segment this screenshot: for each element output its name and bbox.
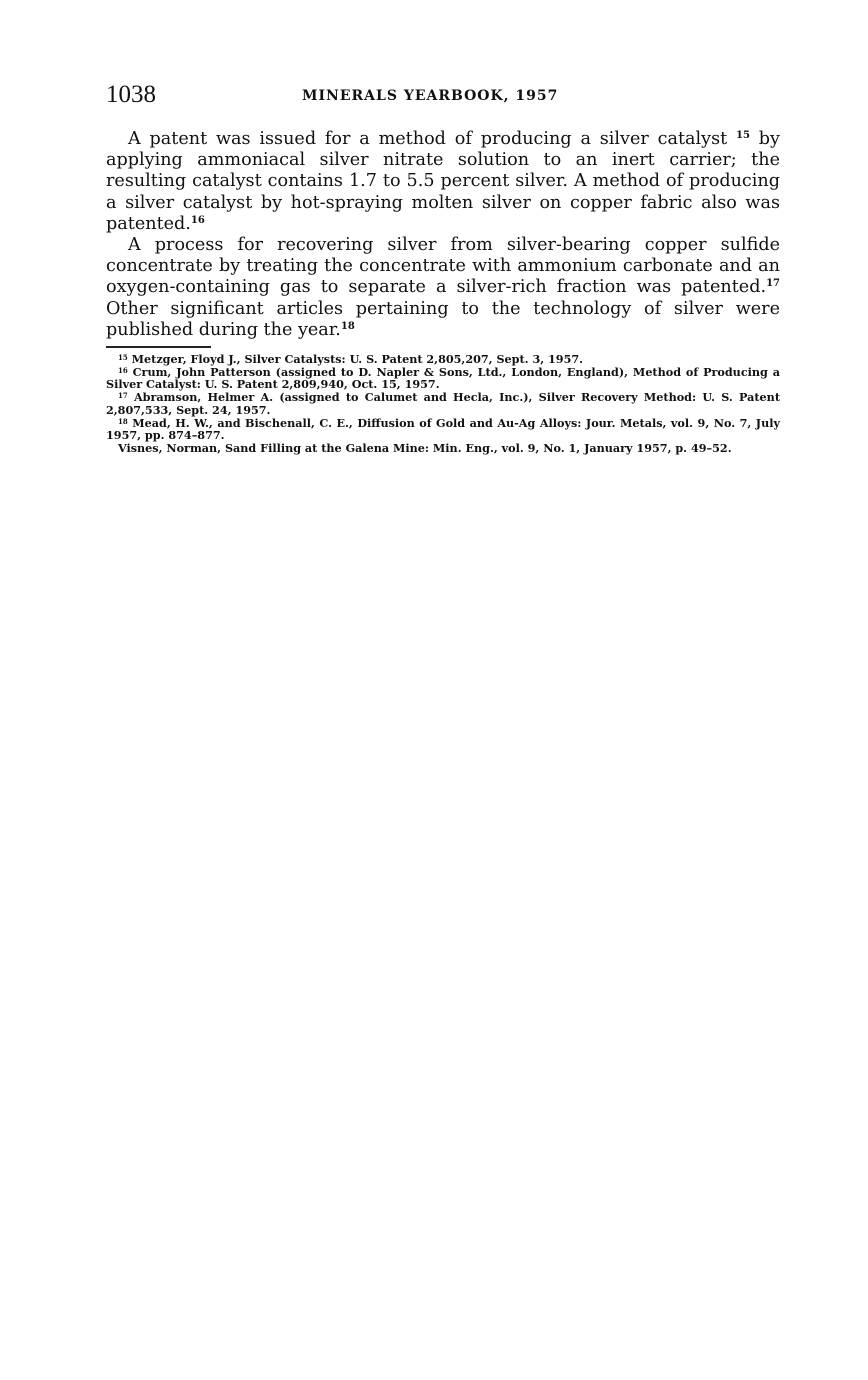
footnote-text: Metzger, Floyd J., Silver Catalysts: U. S. Patent 2,805,207, Sept. 3, 1957. bbox=[131, 352, 584, 366]
paragraph-text: Other significant articles pertaining to the technology of silver were published during the year. bbox=[106, 298, 780, 340]
footnote-ref: 15 bbox=[736, 130, 750, 141]
paragraph bbox=[106, 235, 780, 341]
footnote-number: 18 bbox=[118, 416, 128, 426]
paragraph-text: by applying ammoniacal silver nitrate solution to an inert carrier; the resulting catalyst contains 1.7 to 5.5 percent silver. A method of producing a silver catalyst by hot-spraying molten silver on copper fabric also was patented. bbox=[106, 129, 780, 234]
paragraph-text: A patent was issued for a method of producing a silver catalyst bbox=[128, 129, 728, 149]
footnote bbox=[106, 391, 780, 416]
page-number: 1038 bbox=[106, 81, 156, 108]
footnote bbox=[106, 417, 780, 442]
footnotes bbox=[106, 353, 780, 455]
footnote-text: Mead, H. W., and Bischenall, C. E., Diffusion of Gold and Au-Ag Alloys: Jour. Metals, vol. 9, No. 7, July 1957, pp. 874–877. bbox=[106, 415, 780, 443]
footnote-text: Crum, John Patterson (assigned to D. Napler & Sons, Ltd., London, England), Method of Producing a Silver Catalyst: U. S. Patent 2,809,940, Oct. 15, 1957. bbox=[106, 364, 780, 392]
body-text bbox=[106, 129, 780, 341]
page-header bbox=[106, 80, 780, 110]
paragraph bbox=[106, 129, 780, 235]
footnote-text: Visnes, Norman, Sand Filling at the Galena Mine: Min. Eng., vol. 9, No. 1, January 1957, p. 49–52. bbox=[118, 440, 732, 455]
running-head: MINERALS YEARBOOK, 1957 bbox=[302, 88, 559, 104]
footnote-number: 16 bbox=[118, 365, 128, 375]
footnote bbox=[106, 366, 780, 391]
footnote-divider bbox=[106, 346, 211, 348]
paragraph-text: A process for recovering silver from silver-bearing copper sulfide concentrate by treating the concentrate with ammonium carbonate and an oxygen-containing gas to separate a silver-rich fraction was patented. bbox=[106, 235, 780, 298]
footnote-number: 15 bbox=[118, 353, 128, 362]
footnote-ref: 18 bbox=[340, 320, 355, 332]
footnote-number: 17 bbox=[118, 391, 128, 401]
footnote-ref: 16 bbox=[190, 214, 205, 226]
footnote-ref: 17 bbox=[766, 278, 780, 290]
footnote-text: Abramson, Helmer A. (assigned to Calumet and Hecla, Inc.), Silver Recovery Method: U. S. Patent 2,807,533, Sept. 24, 1957. bbox=[106, 390, 780, 417]
footnote bbox=[106, 442, 780, 455]
